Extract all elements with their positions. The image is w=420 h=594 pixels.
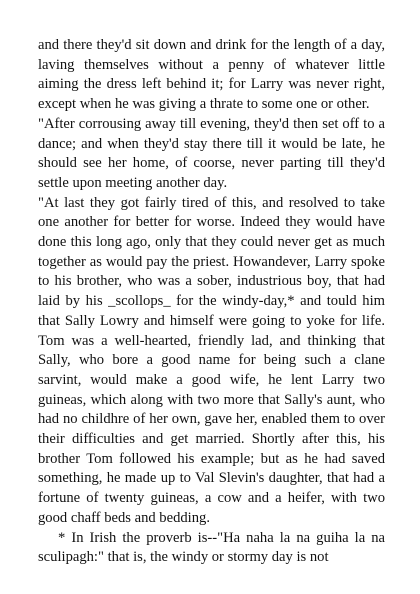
paragraph-2: "After corrousing away till evening, they'd then set off to a dance; and when they'd stay there till it would be late, he should see her home, of coorse, never parting till they'd settle upon meeting another day.: [38, 115, 385, 191]
paragraph-1: and there they'd sit down and drink for the length of a day, laving themselves without a penny of whatever little aiming the dress left behind it; for Larry was never right, except when he was giving a thrate to some one or other.: [38, 37, 385, 113]
paragraph-3: "At last they got fairly tired of this, and resolved to take one another for better for worse. Indeed they would have done this long ago, only that they could never get as much together as would pay the priest. Howandever, Larry spoke to his brother, who was a sober, industrious boy, that had laid by his _scollops_ for the windy-day,* and tould him that Sally Lowry and himself were going to yoke for life. Tom was a well-hearted, friendly lad, and thinking that Sally, who bore a good name for being such a clane sarvint, would make a good wife, he lent Larry two guineas, which along with two more that Sally's aunt, who had no childhre of her own, gave her, enabled them to over their difficulties and get married. Shortly after this, his brother Tom followed his example; but as he had saved something, he made up to Val Slevin's daughter, that had a fortune of twenty guineas, a cow and a heifer, with two good chaff beds and bedding.: [38, 194, 385, 526]
footnote: * In Irish the proverb is--"Ha naha la na guiha la na sculipagh:" that is, the windy or stormy day is not: [38, 529, 385, 566]
